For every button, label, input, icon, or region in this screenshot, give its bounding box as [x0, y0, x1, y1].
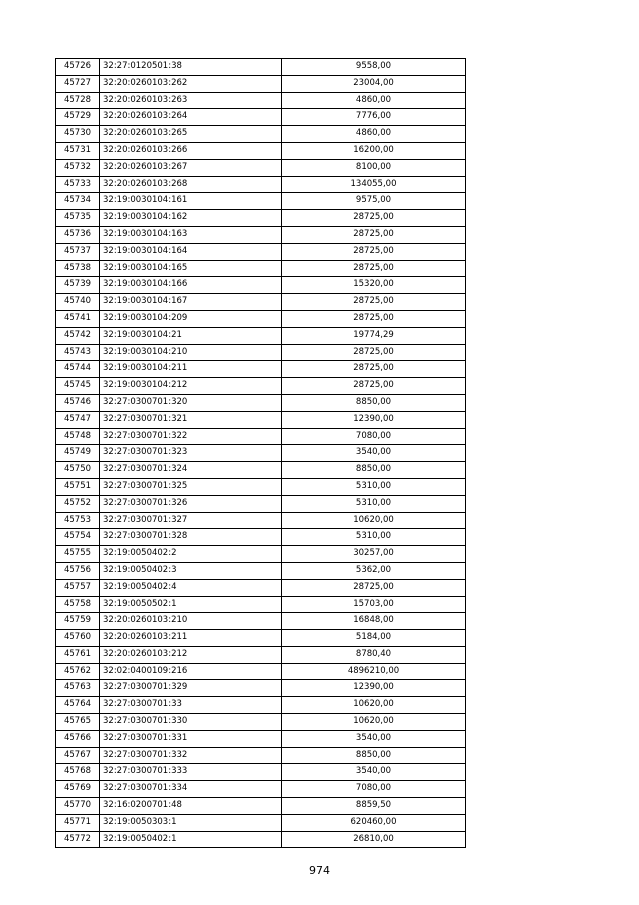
- cadastral-number-cell: 32:19:0030104:212: [100, 378, 282, 395]
- row-number-cell: 45768: [56, 764, 100, 781]
- cadastral-number-cell: 32:27:0300701:328: [100, 529, 282, 546]
- value-cell: 7080,00: [282, 428, 466, 445]
- row-number-cell: 45728: [56, 92, 100, 109]
- table-row: [56, 562, 466, 579]
- table-row: [56, 596, 466, 613]
- row-number-cell: 45770: [56, 798, 100, 815]
- cadastral-number-cell: 32:20:0260103:265: [100, 126, 282, 143]
- table-row: [56, 445, 466, 462]
- value-cell: 15320,00: [282, 277, 466, 294]
- row-number-cell: 45736: [56, 226, 100, 243]
- row-number-cell: 45772: [56, 831, 100, 848]
- row-number-cell: 45760: [56, 630, 100, 647]
- value-cell: 28725,00: [282, 226, 466, 243]
- row-number-cell: 45735: [56, 210, 100, 227]
- row-number-cell: 45731: [56, 142, 100, 159]
- cadastral-number-cell: 32:20:0260103:212: [100, 646, 282, 663]
- value-cell: 28725,00: [282, 260, 466, 277]
- cadastral-value-table: [55, 58, 466, 848]
- cadastral-number-cell: 32:20:0260103:267: [100, 159, 282, 176]
- value-cell: 28725,00: [282, 243, 466, 260]
- row-number-cell: 45766: [56, 730, 100, 747]
- table-row: [56, 646, 466, 663]
- row-number-cell: 45761: [56, 646, 100, 663]
- value-cell: 9575,00: [282, 193, 466, 210]
- cadastral-number-cell: 32:20:0260103:268: [100, 176, 282, 193]
- value-cell: 8850,00: [282, 394, 466, 411]
- row-number-cell: 45730: [56, 126, 100, 143]
- table-row: [56, 260, 466, 277]
- table-row: [56, 495, 466, 512]
- cadastral-number-cell: 32:19:0030104:21: [100, 327, 282, 344]
- row-number-cell: 45729: [56, 109, 100, 126]
- value-cell: 15703,00: [282, 596, 466, 613]
- value-cell: 4860,00: [282, 126, 466, 143]
- table-row: [56, 109, 466, 126]
- cadastral-number-cell: 32:27:0300701:326: [100, 495, 282, 512]
- cadastral-number-cell: 32:20:0260103:211: [100, 630, 282, 647]
- cadastral-number-cell: 32:19:0050402:4: [100, 579, 282, 596]
- value-cell: 3540,00: [282, 445, 466, 462]
- row-number-cell: 45737: [56, 243, 100, 260]
- row-number-cell: 45742: [56, 327, 100, 344]
- value-cell: 19774,29: [282, 327, 466, 344]
- table-row: [56, 361, 466, 378]
- table-row: [56, 226, 466, 243]
- value-cell: 5310,00: [282, 478, 466, 495]
- value-cell: 16200,00: [282, 142, 466, 159]
- table-row: [56, 697, 466, 714]
- row-number-cell: 45741: [56, 310, 100, 327]
- cadastral-number-cell: 32:19:0030104:167: [100, 294, 282, 311]
- table-row: [56, 798, 466, 815]
- table-row: [56, 159, 466, 176]
- table-row: [56, 411, 466, 428]
- table-row: [56, 327, 466, 344]
- table-row: [56, 277, 466, 294]
- value-cell: 8100,00: [282, 159, 466, 176]
- table-row: [56, 378, 466, 395]
- cadastral-number-cell: 32:27:0300701:33: [100, 697, 282, 714]
- cadastral-number-cell: 32:19:0030104:210: [100, 344, 282, 361]
- row-number-cell: 45738: [56, 260, 100, 277]
- row-number-cell: 45767: [56, 747, 100, 764]
- cadastral-number-cell: 32:19:0050402:2: [100, 546, 282, 563]
- row-number-cell: 45739: [56, 277, 100, 294]
- cadastral-number-cell: 32:20:0260103:264: [100, 109, 282, 126]
- cadastral-number-cell: 32:27:0300701:320: [100, 394, 282, 411]
- table-row: [56, 210, 466, 227]
- value-cell: 9558,00: [282, 59, 466, 76]
- table-row: [56, 730, 466, 747]
- table-row: [56, 529, 466, 546]
- table-row: [56, 579, 466, 596]
- table-row: [56, 394, 466, 411]
- row-number-cell: 45771: [56, 814, 100, 831]
- cadastral-number-cell: 32:27:0300701:327: [100, 512, 282, 529]
- row-number-cell: 45732: [56, 159, 100, 176]
- cadastral-number-cell: 32:19:0050303:1: [100, 814, 282, 831]
- cadastral-number-cell: 32:27:0300701:334: [100, 781, 282, 798]
- cadastral-number-cell: 32:19:0030104:166: [100, 277, 282, 294]
- cadastral-number-cell: 32:02:0400109:216: [100, 663, 282, 680]
- table-row: [56, 344, 466, 361]
- value-cell: 4896210,00: [282, 663, 466, 680]
- cadastral-number-cell: 32:27:0300701:329: [100, 680, 282, 697]
- value-cell: 8780,40: [282, 646, 466, 663]
- row-number-cell: 45752: [56, 495, 100, 512]
- value-cell: 8850,00: [282, 747, 466, 764]
- value-cell: 16848,00: [282, 613, 466, 630]
- row-number-cell: 45763: [56, 680, 100, 697]
- cadastral-number-cell: 32:27:0300701:331: [100, 730, 282, 747]
- value-cell: 7776,00: [282, 109, 466, 126]
- row-number-cell: 45753: [56, 512, 100, 529]
- cadastral-number-cell: 32:27:0300701:324: [100, 462, 282, 479]
- value-cell: 28725,00: [282, 378, 466, 395]
- value-cell: 28725,00: [282, 210, 466, 227]
- row-number-cell: 45727: [56, 75, 100, 92]
- row-number-cell: 45755: [56, 546, 100, 563]
- table-row: [56, 59, 466, 76]
- value-cell: 10620,00: [282, 714, 466, 731]
- row-number-cell: 45749: [56, 445, 100, 462]
- cadastral-number-cell: 32:19:0030104:211: [100, 361, 282, 378]
- value-cell: 10620,00: [282, 512, 466, 529]
- table-row: [56, 294, 466, 311]
- table-row: [56, 630, 466, 647]
- table-row: [56, 747, 466, 764]
- table-row: [56, 75, 466, 92]
- row-number-cell: 45726: [56, 59, 100, 76]
- cadastral-number-cell: 32:19:0030104:162: [100, 210, 282, 227]
- row-number-cell: 45754: [56, 529, 100, 546]
- value-cell: 3540,00: [282, 764, 466, 781]
- table-row: [56, 512, 466, 529]
- value-cell: 26810,00: [282, 831, 466, 848]
- value-cell: 5310,00: [282, 529, 466, 546]
- cadastral-number-cell: 32:16:0200701:48: [100, 798, 282, 815]
- value-cell: 30257,00: [282, 546, 466, 563]
- value-cell: 620460,00: [282, 814, 466, 831]
- value-cell: 12390,00: [282, 680, 466, 697]
- table-row: [56, 462, 466, 479]
- row-number-cell: 45740: [56, 294, 100, 311]
- cadastral-number-cell: 32:19:0030104:161: [100, 193, 282, 210]
- table-row: [56, 831, 466, 848]
- row-number-cell: 45743: [56, 344, 100, 361]
- cadastral-number-cell: 32:27:0300701:332: [100, 747, 282, 764]
- row-number-cell: 45758: [56, 596, 100, 613]
- table-row: [56, 92, 466, 109]
- cadastral-number-cell: 32:27:0300701:333: [100, 764, 282, 781]
- row-number-cell: 45746: [56, 394, 100, 411]
- row-number-cell: 45747: [56, 411, 100, 428]
- row-number-cell: 45750: [56, 462, 100, 479]
- value-cell: 8859,50: [282, 798, 466, 815]
- value-cell: 12390,00: [282, 411, 466, 428]
- value-cell: 28725,00: [282, 310, 466, 327]
- row-number-cell: 45748: [56, 428, 100, 445]
- cadastral-number-cell: 32:20:0260103:266: [100, 142, 282, 159]
- cadastral-number-cell: 32:19:0030104:164: [100, 243, 282, 260]
- value-cell: 4860,00: [282, 92, 466, 109]
- table-row: [56, 714, 466, 731]
- table-row: [56, 781, 466, 798]
- table-row: [56, 310, 466, 327]
- table-row: [56, 814, 466, 831]
- cadastral-number-cell: 32:20:0260103:263: [100, 92, 282, 109]
- row-number-cell: 45751: [56, 478, 100, 495]
- cadastral-number-cell: 32:27:0120501:38: [100, 59, 282, 76]
- value-cell: 28725,00: [282, 579, 466, 596]
- value-cell: 10620,00: [282, 697, 466, 714]
- table-row: [56, 142, 466, 159]
- cadastral-number-cell: 32:19:0030104:165: [100, 260, 282, 277]
- cadastral-number-cell: 32:20:0260103:210: [100, 613, 282, 630]
- table-row: [56, 764, 466, 781]
- table-row: [56, 546, 466, 563]
- row-number-cell: 45745: [56, 378, 100, 395]
- table-row: [56, 176, 466, 193]
- cadastral-number-cell: 32:19:0030104:163: [100, 226, 282, 243]
- cadastral-number-cell: 32:19:0050402:3: [100, 562, 282, 579]
- table-row: [56, 663, 466, 680]
- cadastral-number-cell: 32:19:0030104:209: [100, 310, 282, 327]
- row-number-cell: 45734: [56, 193, 100, 210]
- cadastral-number-cell: 32:27:0300701:321: [100, 411, 282, 428]
- cadastral-number-cell: 32:19:0050502:1: [100, 596, 282, 613]
- table-row: [56, 126, 466, 143]
- value-cell: 23004,00: [282, 75, 466, 92]
- cadastral-number-cell: 32:27:0300701:330: [100, 714, 282, 731]
- row-number-cell: 45769: [56, 781, 100, 798]
- table-row: [56, 193, 466, 210]
- cadastral-number-cell: 32:27:0300701:325: [100, 478, 282, 495]
- value-cell: 134055,00: [282, 176, 466, 193]
- table-row: [56, 680, 466, 697]
- row-number-cell: 45762: [56, 663, 100, 680]
- table-row: [56, 428, 466, 445]
- row-number-cell: 45733: [56, 176, 100, 193]
- table-row: [56, 478, 466, 495]
- cadastral-number-cell: 32:27:0300701:322: [100, 428, 282, 445]
- row-number-cell: 45759: [56, 613, 100, 630]
- value-cell: 28725,00: [282, 294, 466, 311]
- page-number: 974: [309, 864, 330, 877]
- value-cell: 5362,00: [282, 562, 466, 579]
- table-body: [56, 59, 466, 848]
- row-number-cell: 45757: [56, 579, 100, 596]
- value-cell: 5310,00: [282, 495, 466, 512]
- value-cell: 5184,00: [282, 630, 466, 647]
- cadastral-number-cell: 32:27:0300701:323: [100, 445, 282, 462]
- value-cell: 7080,00: [282, 781, 466, 798]
- cadastral-number-cell: 32:19:0050402:1: [100, 831, 282, 848]
- table-row: [56, 243, 466, 260]
- value-cell: 28725,00: [282, 344, 466, 361]
- row-number-cell: 45744: [56, 361, 100, 378]
- value-cell: 28725,00: [282, 361, 466, 378]
- row-number-cell: 45765: [56, 714, 100, 731]
- cadastral-number-cell: 32:20:0260103:262: [100, 75, 282, 92]
- value-cell: 3540,00: [282, 730, 466, 747]
- table-row: [56, 613, 466, 630]
- value-cell: 8850,00: [282, 462, 466, 479]
- row-number-cell: 45756: [56, 562, 100, 579]
- row-number-cell: 45764: [56, 697, 100, 714]
